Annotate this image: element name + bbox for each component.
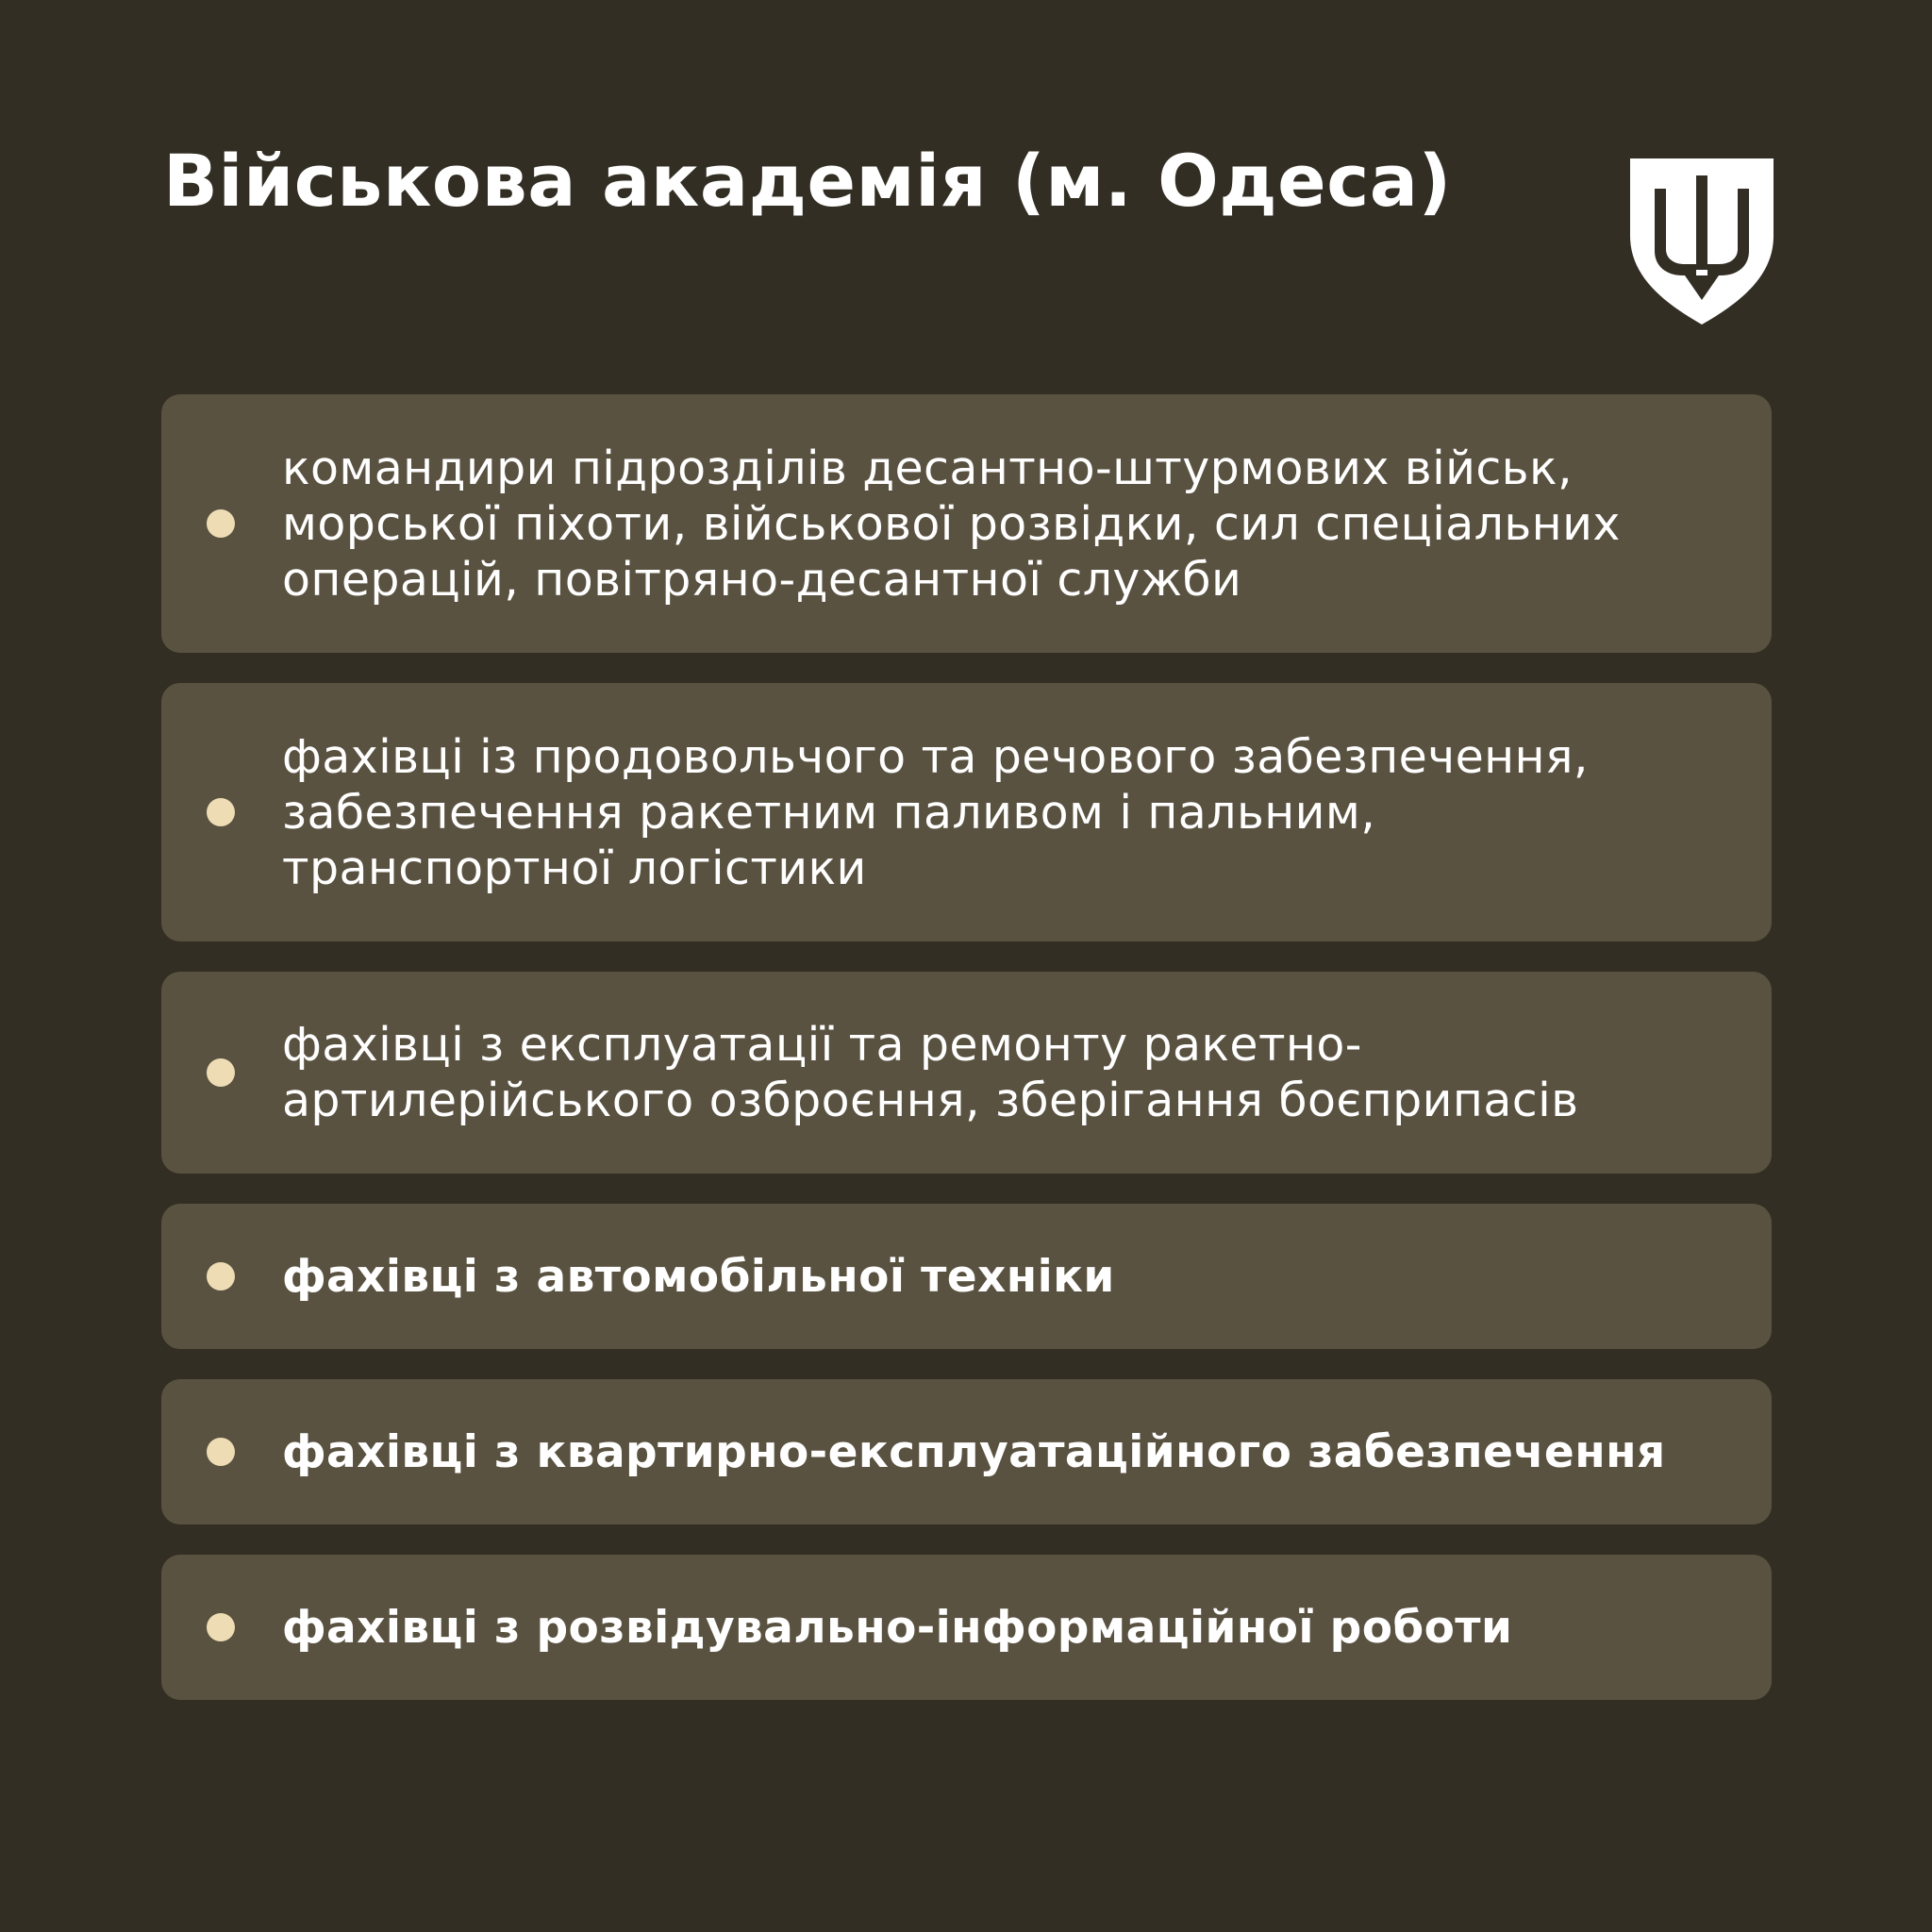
text-line: забезпечення ракетним паливом і пальним, xyxy=(282,785,1376,840)
bullet-icon xyxy=(207,1613,235,1641)
list-item-text xyxy=(282,441,1621,608)
text-line: фахівці з експлуатації та ремонту ракетно- xyxy=(282,1018,1362,1072)
specialty-list xyxy=(161,394,1772,1700)
text-line: фахівці з квартирно-експлуатаційного забезпечення xyxy=(282,1425,1666,1478)
list-item-text xyxy=(282,729,1589,896)
bullet-icon xyxy=(207,1262,235,1291)
list-item xyxy=(161,394,1772,653)
list-item xyxy=(161,972,1772,1174)
text-line: фахівці із продовольчого та речового забезпечення, xyxy=(282,729,1589,784)
list-item xyxy=(161,1555,1772,1700)
bullet-icon xyxy=(207,509,235,538)
page-title: Військова академія (м. Одеса) xyxy=(163,139,1452,223)
text-line: морської піхоти, військової розвідки, сил спеціальних xyxy=(282,496,1621,551)
bullet-icon xyxy=(207,1058,235,1087)
bullet-icon xyxy=(207,1438,235,1466)
list-item-text xyxy=(282,1249,1115,1305)
list-item-text xyxy=(282,1600,1512,1656)
list-item-text xyxy=(282,1017,1578,1128)
text-line: командири підрозділів десантно-штурмових військ, xyxy=(282,441,1573,495)
list-item xyxy=(161,1204,1772,1349)
bullet-icon xyxy=(207,798,235,826)
text-line: операцій, повітряно-десантної служби xyxy=(282,552,1242,607)
text-line: фахівці з автомобільної техніки xyxy=(282,1250,1115,1303)
text-line: артилерійського озброєння, зберігання боєприпасів xyxy=(282,1074,1579,1127)
list-item xyxy=(161,1379,1772,1524)
text-line: транспортної логістики xyxy=(282,841,867,895)
text-line: фахівці з розвідувально-інформаційної роботи xyxy=(282,1601,1513,1654)
list-item-text xyxy=(282,1424,1666,1480)
trident-shield-icon xyxy=(1630,158,1774,325)
list-item xyxy=(161,683,1772,941)
